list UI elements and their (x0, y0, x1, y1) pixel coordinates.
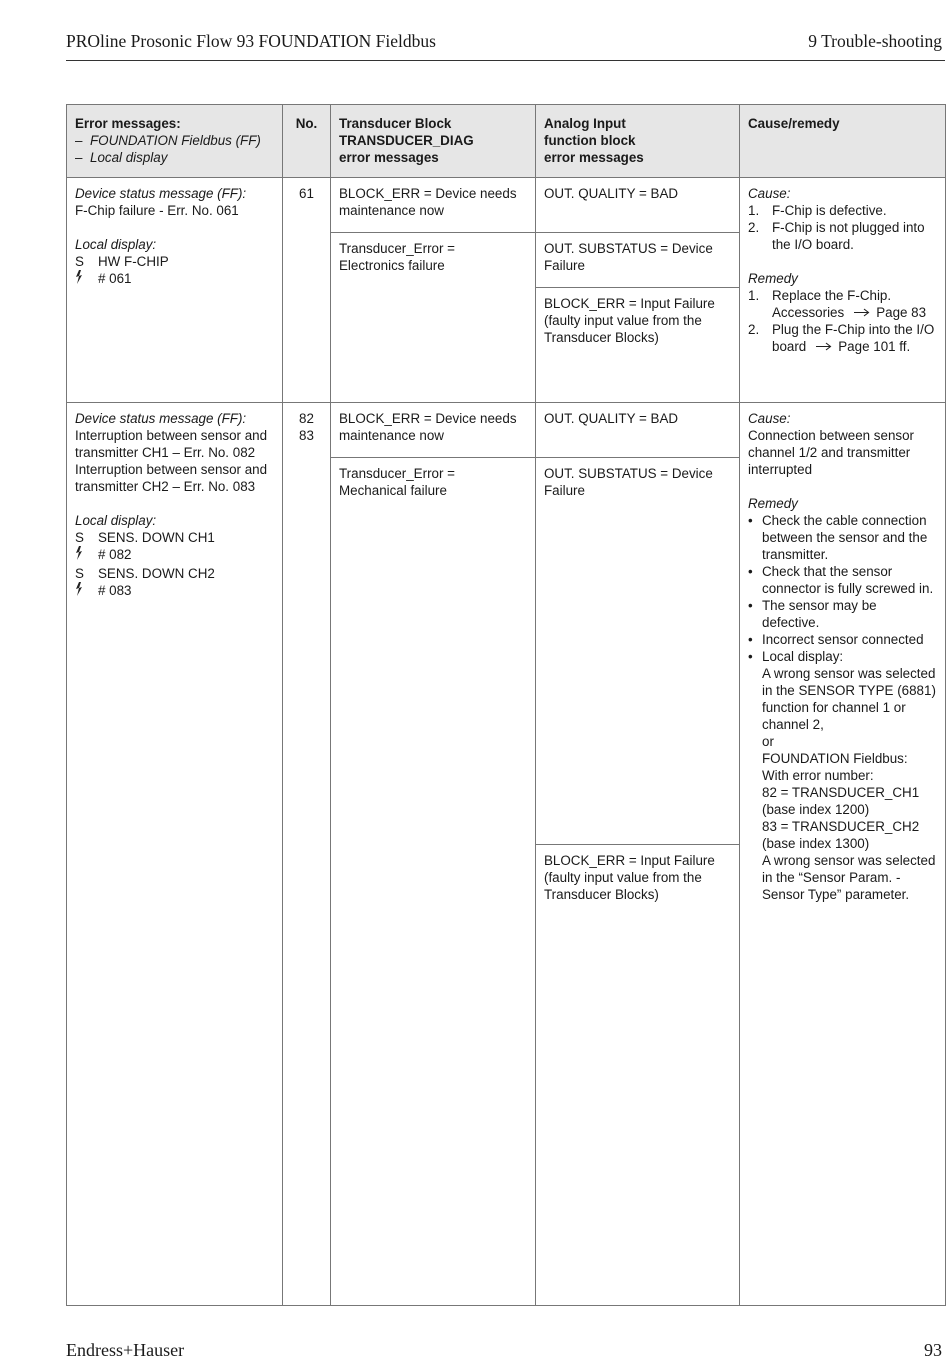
cell-line: Mechanical failure (339, 483, 447, 498)
bullet-icon: • (748, 513, 753, 528)
analog-input-message (536, 458, 740, 845)
remedy-list (748, 287, 937, 355)
status-letter: S (75, 254, 84, 269)
header-error-messages-title: Error messages: (75, 116, 181, 131)
list-item-text: Replace the F-Chip. (772, 288, 892, 303)
cause-label: Cause: (748, 411, 791, 426)
error-message-cell (67, 403, 283, 1306)
cell-line: OUT. QUALITY = BAD (544, 411, 679, 426)
list-item-text: or (762, 734, 774, 749)
page-reference: Page 101 ff. (838, 339, 911, 354)
lightning-bolt-icon (75, 270, 98, 289)
cell-line: Failure (544, 483, 585, 498)
analog-input-message (536, 288, 740, 403)
bullet-icon: • (748, 564, 753, 579)
transducer-block-message (331, 178, 536, 233)
cell-line: Transducer Blocks) (544, 887, 659, 902)
error-messages-table (66, 104, 946, 1306)
right-arrow-icon (816, 338, 832, 355)
local-display-text: HW F-CHIP (98, 254, 169, 269)
cell-line: (faulty input value from the (544, 870, 702, 885)
table-header-row (67, 105, 946, 178)
ff-status-text: transmitter CH1 – Err. No. 082 (75, 445, 256, 460)
analog-input-message (536, 403, 740, 458)
error-number: 82 (299, 411, 314, 426)
local-display-text: SENS. DOWN CH2 (98, 566, 215, 581)
header-error-messages (67, 105, 283, 178)
cell-line: Electronics failure (339, 258, 445, 273)
header-line: function block (544, 133, 636, 148)
list-item-text: connector is fully screwed in. (762, 581, 934, 596)
ff-status-text: transmitter CH2 – Err. No. 083 (75, 479, 256, 494)
list-item: 2. Plug the F-Chip into the I/O board Page 101 ff. (748, 322, 935, 354)
transducer-block-message (331, 403, 536, 458)
cell-line: BLOCK_ERR = Device needs (339, 186, 517, 201)
cause-list (748, 202, 937, 253)
right-arrow-icon (854, 304, 870, 321)
lightning-bolt-icon (75, 582, 98, 601)
bullet-icon: • (748, 649, 753, 664)
list-item: 1. F-Chip is defective. (748, 203, 887, 218)
cell-line: maintenance now (339, 428, 444, 443)
cause-remedy-cell (740, 403, 946, 1306)
list-item-text: Accessories (772, 305, 845, 320)
list-item (748, 631, 937, 648)
table-row (67, 403, 946, 458)
lightning-bolt-icon (75, 546, 98, 565)
list-item-text: F-Chip is defective. (772, 203, 887, 218)
list-item-text: Check the cable connection (762, 513, 927, 528)
remedy-label: Remedy (748, 271, 798, 286)
header-line: Analog Input (544, 116, 626, 131)
list-item-text: 82 = TRANSDUCER_CH1 (762, 785, 920, 800)
local-display-code: # 082 (98, 547, 132, 562)
cell-line: BLOCK_ERR = Input Failure (544, 296, 715, 311)
header-line: Transducer Block (339, 116, 452, 131)
error-number-cell (283, 403, 331, 1306)
list-item-text: transmitter. (762, 547, 829, 562)
footer-brand: Endress+Hauser (66, 1340, 185, 1360)
list-item (748, 648, 937, 903)
transducer-block-message (331, 233, 536, 403)
list-item-text: in the SENSOR TYPE (6881) (762, 683, 936, 698)
list-item-text: Check that the sensor (762, 564, 893, 579)
cell-line: BLOCK_ERR = Device needs (339, 411, 517, 426)
header-analog-input (536, 105, 740, 178)
error-message-cell (67, 178, 283, 403)
cause-text: channel 1/2 and transmitter (748, 445, 911, 460)
bullet-icon: • (748, 632, 753, 647)
list-item-text: defective. (762, 615, 820, 630)
list-item (748, 597, 937, 631)
header-line: TRANSDUCER_DIAG (339, 133, 474, 148)
cause-remedy-cell (740, 178, 946, 403)
cause-label: Cause: (748, 186, 791, 201)
page-reference: Page 83 (876, 305, 927, 320)
list-item-text: Plug the F-Chip into the I/O (772, 322, 935, 337)
list-item-text: the I/O board. (772, 237, 854, 252)
local-display-text: SENS. DOWN CH1 (98, 530, 215, 545)
list-item-text: between the sensor and the (762, 530, 928, 545)
list-item-text: The sensor may be (762, 598, 877, 613)
cell-line: BLOCK_ERR = Input Failure (544, 853, 715, 868)
cell-line: OUT. SUBSTATUS = Device (544, 241, 713, 256)
list-item-text: 83 = TRANSDUCER_CH2 (762, 819, 920, 834)
cell-line: Transducer Blocks) (544, 330, 659, 345)
bullet-icon: • (748, 598, 753, 613)
list-item-text: (base index 1200) (762, 802, 870, 817)
list-item: 2. F-Chip is not plugged into the I/O board. (748, 220, 925, 252)
list-item-text: Incorrect sensor connected (762, 632, 924, 647)
header-line: error messages (544, 150, 644, 165)
header-cause-remedy: Cause/remedy (740, 105, 946, 178)
status-letter: S (75, 566, 84, 581)
local-display-code: # 061 (98, 271, 132, 286)
cell-line: maintenance now (339, 203, 444, 218)
error-number-cell (283, 178, 331, 403)
remedy-list (748, 512, 937, 903)
header-local-display-label: Local display (90, 150, 168, 165)
cause-text: interrupted (748, 462, 813, 477)
header-no: No. (283, 105, 331, 178)
ff-status-text: Interruption between sensor and (75, 462, 268, 477)
analog-input-message (536, 845, 740, 1306)
ff-status-text: Interruption between sensor and (75, 428, 268, 443)
local-display-code: # 083 (98, 583, 132, 598)
list-item-text: F-Chip is not plugged into (772, 220, 925, 235)
list-item-text: Local display: (762, 649, 844, 664)
list-item-text: (base index 1300) (762, 836, 870, 851)
dash-glyph: – (75, 133, 83, 148)
cell-line: (faulty input value from the (544, 313, 702, 328)
list-item-text: With error number: (762, 768, 874, 783)
cell-line: Transducer_Error = (339, 241, 455, 256)
list-item-text: board (772, 339, 807, 354)
local-display-label: Local display: (75, 237, 157, 252)
cell-line: OUT. QUALITY = BAD (544, 186, 679, 201)
cell-line: Transducer_Error = (339, 466, 455, 481)
list-item (748, 563, 937, 597)
transducer-block-message (331, 458, 536, 1306)
list-item-text: in the “Sensor Param. - (762, 870, 901, 885)
status-letter: S (75, 530, 84, 545)
ff-status-text: F-Chip failure - Err. No. 061 (75, 203, 239, 218)
cause-text: Connection between sensor (748, 428, 915, 443)
remedy-label: Remedy (748, 496, 798, 511)
list-item-text: channel 2, (762, 717, 824, 732)
list-item-text: A wrong sensor was selected (762, 666, 936, 681)
list-item (748, 512, 937, 563)
list-item-text: function for channel 1 or (762, 700, 906, 715)
ff-status-label: Device status message (FF): (75, 411, 247, 426)
list-item: 1. Replace the F-Chip. Accessories Page 83 (748, 288, 927, 320)
header-rule (66, 60, 945, 61)
analog-input-message (536, 233, 740, 288)
footer-page-number: 93 (924, 1340, 942, 1360)
error-number: 83 (299, 428, 314, 443)
header-line: error messages (339, 150, 439, 165)
dash-glyph: – (75, 150, 83, 165)
error-number: 61 (299, 186, 314, 201)
list-item-text: A wrong sensor was selected (762, 853, 936, 868)
list-item-text: Sensor Type” parameter. (762, 887, 910, 902)
running-header-section: 9 Trouble-shooting (808, 31, 942, 51)
table-row (67, 178, 946, 233)
cell-line: Failure (544, 258, 585, 273)
running-header-title: PROline Prosonic Flow 93 FOUNDATION Fieldbus (66, 31, 436, 51)
cell-line: OUT. SUBSTATUS = Device (544, 466, 713, 481)
ff-status-label: Device status message (FF): (75, 186, 247, 201)
local-display-label: Local display: (75, 513, 157, 528)
header-ff-label: FOUNDATION Fieldbus (FF) (90, 133, 261, 148)
analog-input-message (536, 178, 740, 233)
list-item-text: FOUNDATION Fieldbus: (762, 751, 908, 766)
header-transducer-block (331, 105, 536, 178)
